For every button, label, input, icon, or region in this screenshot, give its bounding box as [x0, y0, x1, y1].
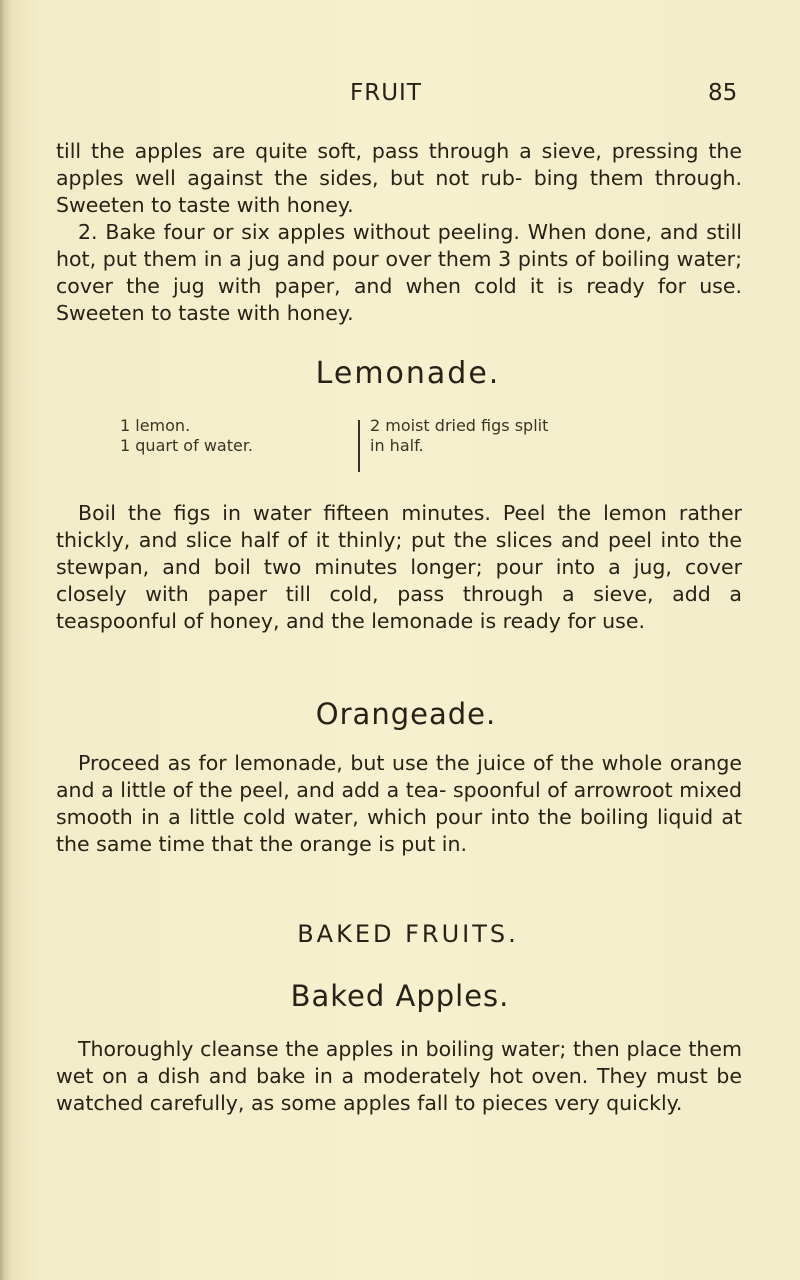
page-header [0, 80, 800, 110]
ingredient-water: 1 quart of water. [120, 436, 254, 455]
section-heading-baked-fruits: BAKED FRUITS. [297, 920, 519, 948]
paragraph-apple-water-continued: till the apples are quite soft, pass through a sieve, pressing the apples well against the sides, but not rub- bing them through. Sweeten to taste with honey. [56, 139, 742, 217]
ingredients-divider [358, 420, 360, 472]
paragraph-apple-water-method-2: 2. Bake four or six apples without peeling. When done, and still hot, put them in a jug and pour over them 3 pints of boiling water; cover the jug with paper, and when cold it is ready for use. Sweeten to taste with honey. [56, 220, 742, 325]
paragraph-lemonade-method: Boil the figs in water fifteen minutes. Peel the lemon rather thickly, and slice half of it thinly; put the slices and peel into the stewpan, and boil two minutes longer; pour into a jug, cover closely with paper till cold, pass through a sieve, add a teaspoonful of honey, and the lemonade is ready for use. [56, 501, 742, 633]
ingredients-left-column [120, 416, 355, 456]
heading-baked-apples: Baked Apples. [290, 979, 510, 1013]
heading-lemonade: Lemonade. [315, 356, 501, 391]
lemonade-ingredients [120, 416, 720, 472]
ingredients-right-column [370, 416, 690, 456]
ingredient-lemon: 1 lemon. [120, 416, 191, 435]
ingredient-figs-continued: in half. [370, 436, 424, 455]
running-head: FRUIT [350, 80, 422, 106]
heading-orangeade: Orangeade. [315, 697, 497, 731]
page-gutter-shadow [0, 0, 12, 1280]
paragraph-baked-apples-method: Thoroughly cleanse the apples in boiling water; then place them wet on a dish and bake in a moderately hot oven. They must be watched carefully, as some apples fall to pieces very quickly. [56, 1037, 742, 1115]
paragraph-orangeade-method: Proceed as for lemonade, but use the juice of the whole orange and a little of the peel, and add a tea- spoonful of arrowroot mixed smooth in a little cold water, which pour into the boiling liquid at the same time that the orange is put in. [56, 751, 742, 856]
ingredient-figs: 2 moist dried figs split [370, 416, 549, 435]
page-number: 85 [708, 80, 738, 106]
